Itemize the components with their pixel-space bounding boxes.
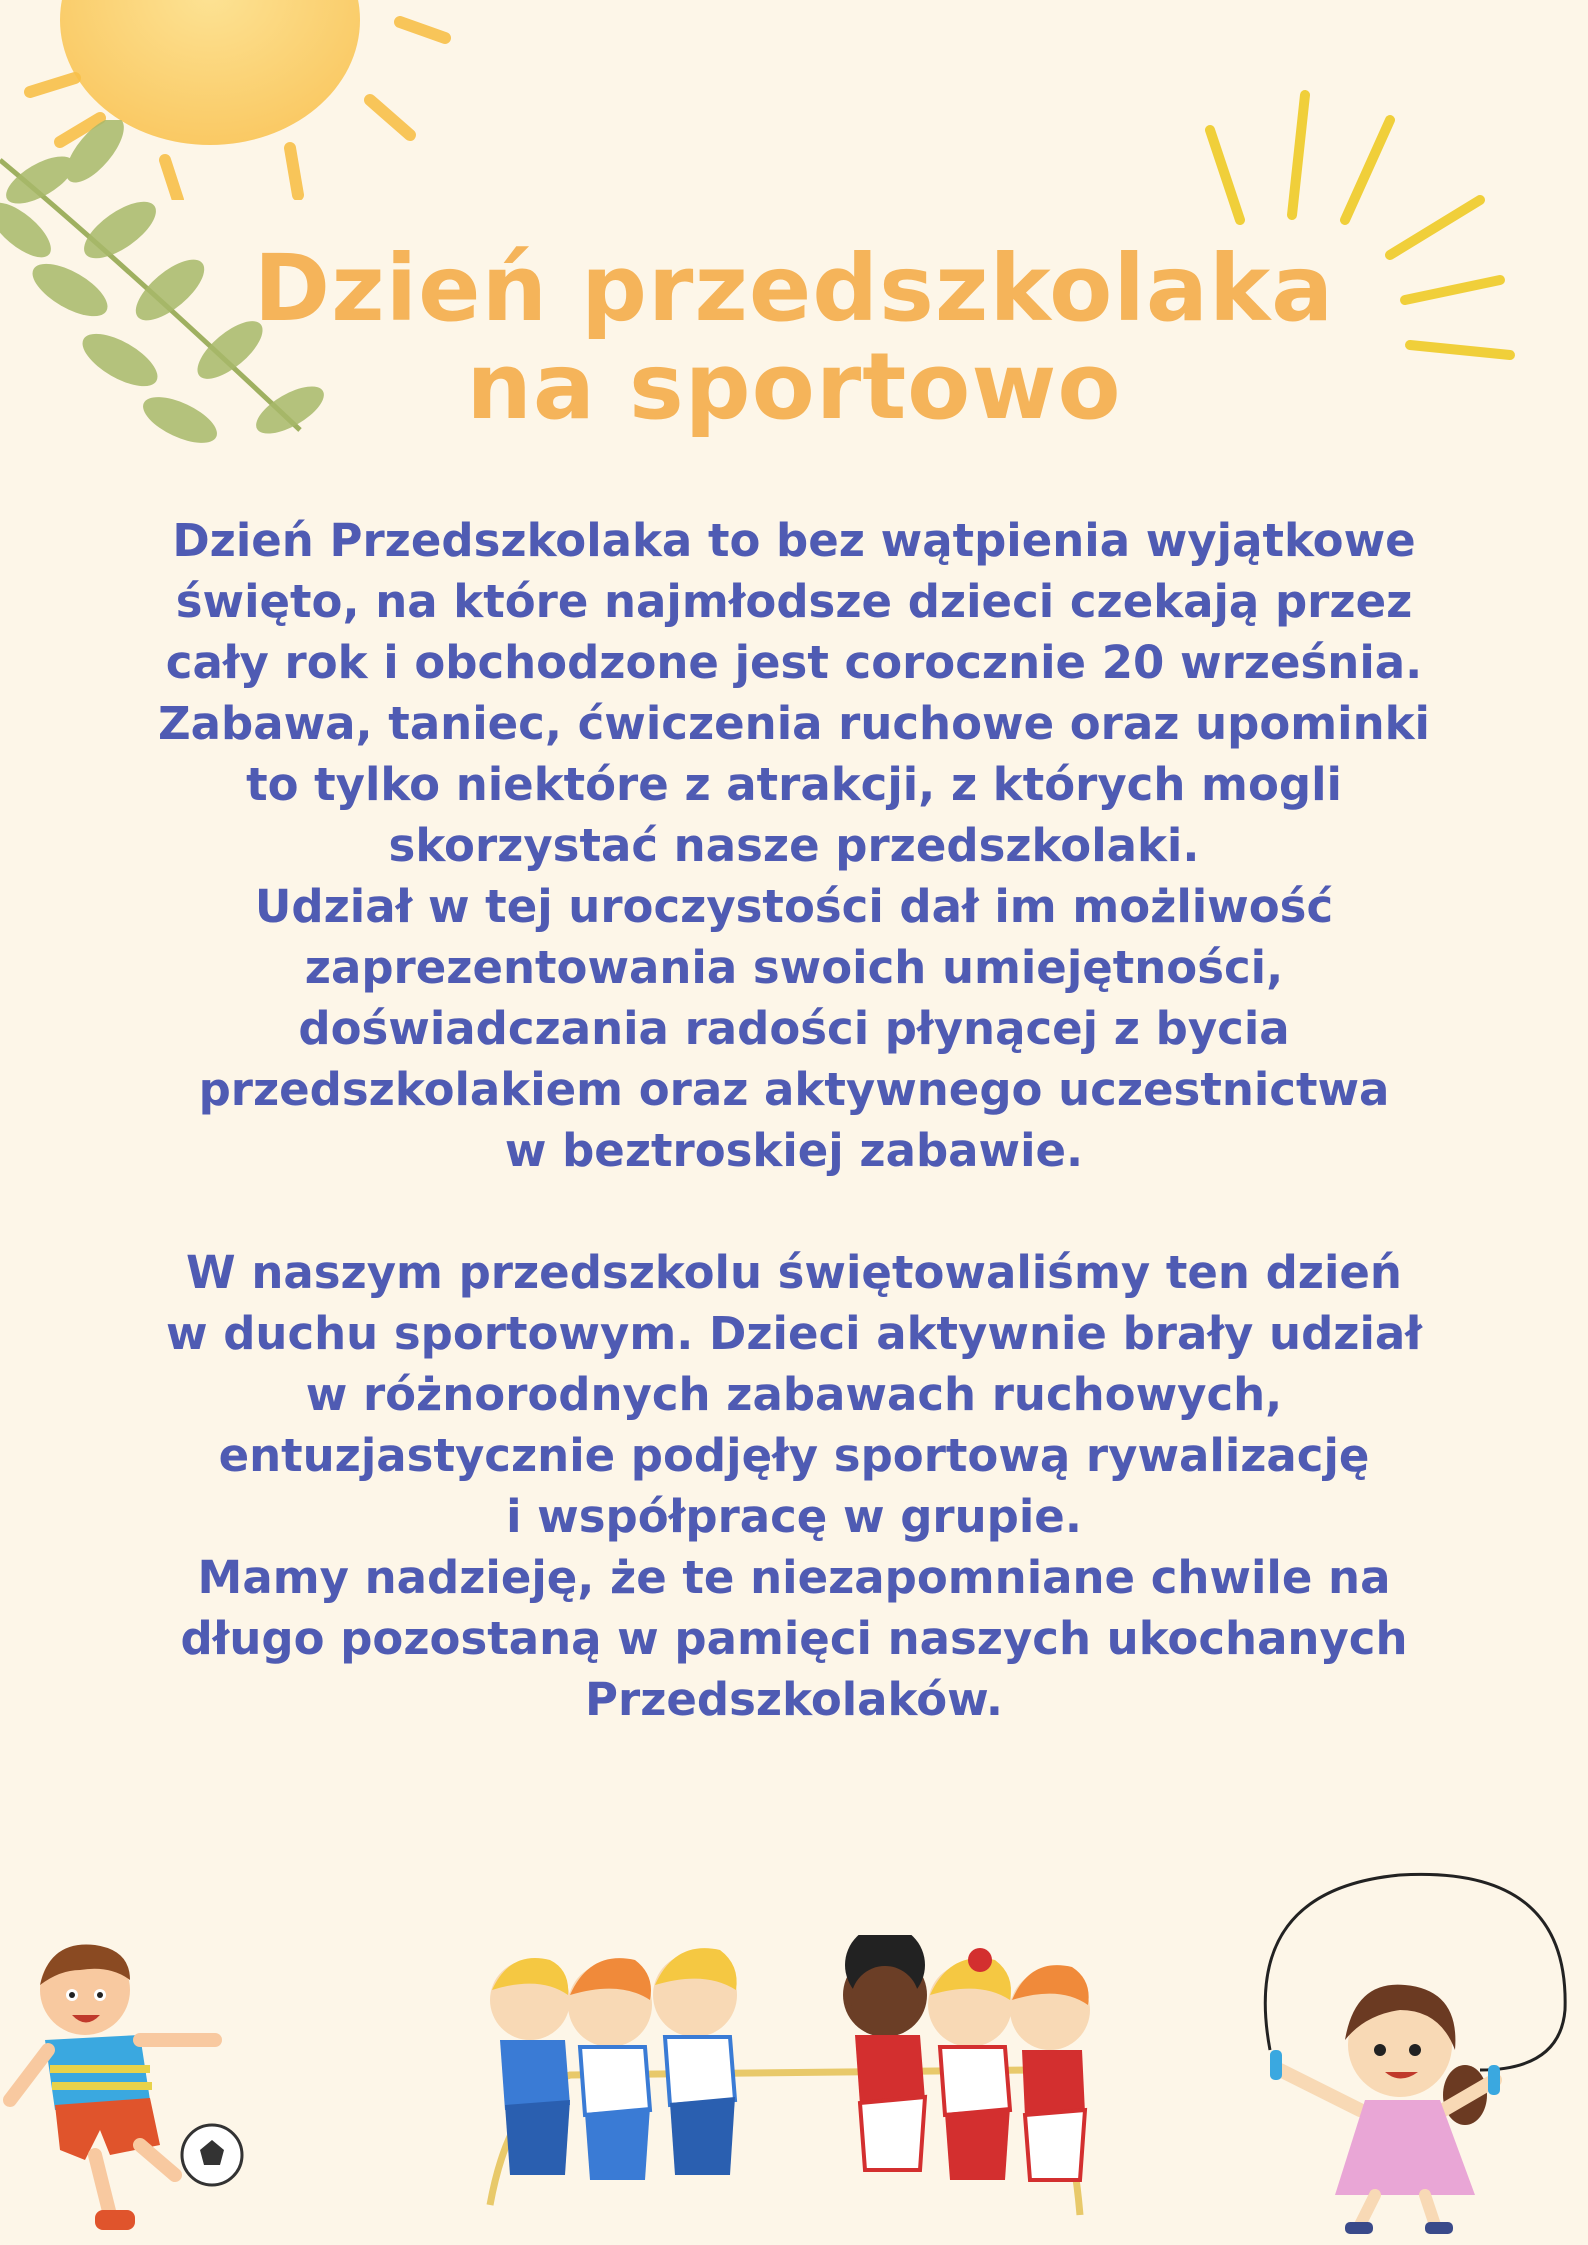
text-line: Zabawa, taniec, ćwiczenia ruchowe oraz upominki bbox=[158, 697, 1430, 750]
paragraph-2 bbox=[90, 1242, 1498, 1730]
title-line-1: Dzień przedszkolaka bbox=[253, 235, 1335, 342]
paragraph-1 bbox=[90, 510, 1498, 1181]
title-line-2: na sportowo bbox=[466, 333, 1122, 440]
text-line: Udział w tej uroczystości dał im możliwość bbox=[254, 880, 1334, 933]
boy-football-illustration bbox=[0, 1940, 250, 2240]
text-line: Przedszkolaków. bbox=[585, 1673, 1003, 1726]
text-line: święto, na które najmłodsze dzieci czekają przez bbox=[175, 575, 1413, 628]
text-line: i współpracę w grupie. bbox=[506, 1490, 1082, 1543]
text-line: zaprezentowania swoich umiejętności, bbox=[304, 941, 1284, 994]
girl-jump-rope-illustration bbox=[1240, 1850, 1580, 2240]
tug-of-war-illustration bbox=[470, 1935, 1120, 2235]
text-line: długo pozostaną w pamięci naszych ukochanych bbox=[180, 1612, 1408, 1665]
text-line: Dzień Przedszkolaka to bez wątpienia wyjątkowe bbox=[172, 514, 1416, 567]
text-line: przedszkolakiem oraz aktywnego uczestnictwa bbox=[198, 1063, 1390, 1116]
page-title bbox=[0, 235, 1588, 440]
text-line: doświadczania radości płynącej z bycia bbox=[298, 1002, 1290, 1055]
text-line: w beztroskiej zabawie. bbox=[504, 1124, 1084, 1177]
article-body bbox=[90, 510, 1498, 1730]
paragraph-gap bbox=[90, 1181, 1498, 1242]
text-line: skorzystać nasze przedszkolaki. bbox=[388, 819, 1200, 872]
text-line: to tylko niektóre z atrakcji, z których mogli bbox=[246, 758, 1342, 811]
text-line: W naszym przedszkolu świętowaliśmy ten dzień bbox=[186, 1246, 1402, 1299]
text-line: w duchu sportowym. Dzieci aktywnie brały udział bbox=[165, 1307, 1422, 1360]
text-line: w różnorodnych zabawach ruchowych, bbox=[305, 1368, 1283, 1421]
text-line: cały rok i obchodzone jest corocznie 20 września. bbox=[165, 636, 1423, 689]
text-line: entuzjastycznie podjęły sportową rywalizację bbox=[218, 1429, 1370, 1482]
text-line: Mamy nadzieję, że te niezapomniane chwile na bbox=[197, 1551, 1391, 1604]
